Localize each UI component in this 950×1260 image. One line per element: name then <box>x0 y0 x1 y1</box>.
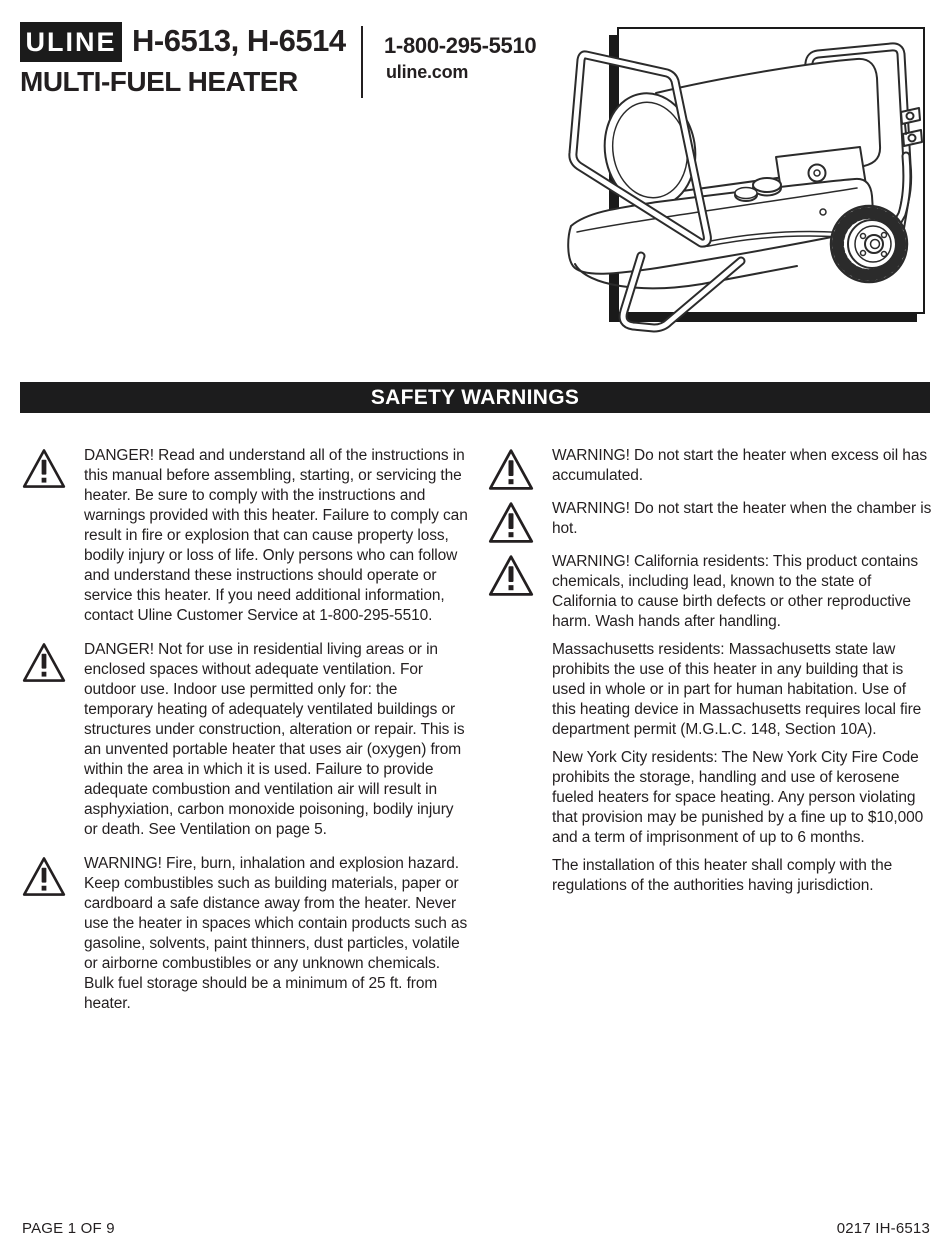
notice-item <box>488 856 933 896</box>
warning-text: WARNING! Fire, burn, inhalation and explosion hazard. Keep combustibles such as building materials, paper or cardboard a safe distance away from the heater. Never use the heater in spaces which contain products such as gasoline, solvents, paint thinners, dust particles, volatile or airborne combustibles or any unknown chemicals. Bulk fuel storage should be a minimum of 25 ft. from heater. <box>84 855 468 1012</box>
section-banner-title: SAFETY WARNINGS <box>370 385 580 409</box>
notice-text: The installation of this heater shall comply with the regulations of the authorities having jurisdiction. <box>552 857 893 894</box>
warning-triangle-icon <box>22 446 84 489</box>
heater-illustration <box>557 16 937 336</box>
icon-spacer <box>488 748 552 750</box>
warning-triangle-icon <box>488 552 552 597</box>
warning-item <box>22 854 469 1014</box>
warning-item <box>488 499 933 544</box>
warning-text: WARNING! Do not start the heater when excess oil has accumulated. <box>552 447 927 484</box>
warning-item <box>22 640 469 840</box>
icon-spacer <box>488 640 552 642</box>
document-code: 0217 IH-6513 <box>836 1220 930 1237</box>
section-banner <box>20 382 930 413</box>
wheel-icon <box>831 206 907 282</box>
page-footer <box>22 1220 930 1237</box>
warning-item <box>488 552 933 632</box>
notice-item <box>488 748 933 848</box>
notice-text: Massachusetts residents: Massachusetts state law prohibits the use of this heater in any building that is used in whole or in part for human habitation. Use of this heating device in Massachusetts requires local fire department permit (M.G.L.C. 148, Section 10A). <box>552 641 922 738</box>
warning-text: WARNING! Do not start the heater when the chamber is hot. <box>552 500 932 537</box>
warnings-column-right <box>488 446 933 904</box>
support-leg-icon <box>623 256 741 328</box>
notice-item <box>488 640 933 740</box>
icon-spacer <box>488 856 552 858</box>
page-indicator: PAGE 1 OF 9 <box>22 1220 115 1237</box>
website-url: uline.com <box>386 62 469 82</box>
control-knob-icon <box>809 165 826 182</box>
warning-triangle-icon <box>22 854 84 897</box>
warning-item <box>22 446 469 626</box>
warning-text: DANGER! Read and understand all of the instructions in this manual before assembling, starting, or servicing the heater. Be sure to comply with the instructions and warnings provided with this heater. Failure to comply can result in fire or explosion that can cause property loss, bodily injury or loss of life. Only persons who can follow and understand these instructions should operate or service this heater. If you need additional information, contact Uline Customer Service at 1-800-295-5510. <box>84 447 468 624</box>
uline-logo <box>20 22 122 62</box>
warning-triangle-icon <box>22 640 84 683</box>
warnings-column-left <box>22 446 469 1028</box>
phone-number: 1-800-295-5510 <box>384 33 537 58</box>
warning-item <box>488 446 933 491</box>
warning-text: WARNING! California residents: This product contains chemicals, including lead, known to the state of California to cause birth defects or other reproductive harm. Wash hands after handling. <box>552 553 919 630</box>
model-numbers: H-6513, H-6514 <box>132 23 346 58</box>
product-title: MULTI-FUEL HEATER <box>20 66 298 97</box>
warning-triangle-icon <box>488 499 552 544</box>
warning-triangle-icon <box>488 446 552 491</box>
uline-logo-text: ULINE <box>25 26 117 57</box>
header-divider <box>361 26 363 98</box>
notice-text: New York City residents: The New York City Fire Code prohibits the storage, handling and use of kerosene fueled heaters for space heating. Any person violating that provision may be punished by a fine up to $10,000 and a term of imprisonment of up to 6 months. <box>552 749 924 846</box>
warning-text: DANGER! Not for use in residential living areas or in enclosed spaces without adequate ventilation. For outdoor use. Indoor use permitted only for: the temporary heating of adequately ventilated buildings or structures under construction, alteration or repair. This is an unvented portable heater that uses air (oxygen) from within the area in which it is used. Failure to provide adequate combustion and ventilation air will result in asphyxiation, carbon monoxide poisoning, bodily injury or death. See Ventilation on page 5. <box>84 641 465 838</box>
